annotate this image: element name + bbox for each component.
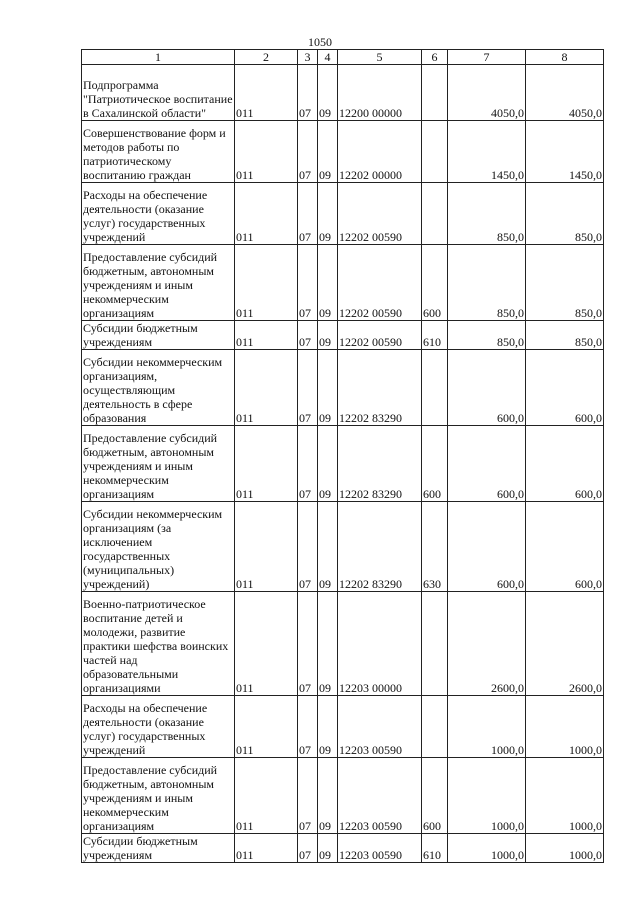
subsection-cell: 09 <box>318 502 338 592</box>
ministry-code-cell: 011 <box>235 592 298 696</box>
target-article-cell: 12203 00590 <box>338 834 422 863</box>
target-article-cell: 12202 00000 <box>338 121 422 183</box>
section-cell: 07 <box>298 758 318 834</box>
table-row <box>82 321 604 350</box>
table-row <box>82 696 604 758</box>
column-header-2: 2 <box>235 50 298 65</box>
amount-year2-cell: 4050,0 <box>526 65 604 121</box>
row-name-cell: Субсидии некоммерческим организациям, осуществляющим деятельность в сфере образования <box>82 350 235 426</box>
column-header-7: 7 <box>448 50 526 65</box>
page-number: 1050 <box>308 35 332 49</box>
subsection-cell: 09 <box>318 321 338 350</box>
row-name-cell: Предоставление субсидий бюджетным, автономным учреждениям и иным некоммерческим организациям <box>82 758 235 834</box>
section-cell: 07 <box>298 592 318 696</box>
row-name-cell: Военно-патриотическое воспитание детей и молодежи, развитие практики шефства воинских частей над образовательными организациями <box>82 592 235 696</box>
expense-type-cell: 610 <box>422 834 448 863</box>
expense-type-cell <box>422 696 448 758</box>
row-name-cell: Совершенствование форм и методов работы по патриотическому воспитанию граждан <box>82 121 235 183</box>
section-cell: 07 <box>298 65 318 121</box>
subsection-cell: 09 <box>318 758 338 834</box>
section-cell: 07 <box>298 502 318 592</box>
ministry-code-cell: 011 <box>235 502 298 592</box>
row-name-cell: Расходы на обеспечение деятельности (оказание услуг) государственных учреждений <box>82 696 235 758</box>
table-row <box>82 426 604 502</box>
amount-year2-cell: 1450,0 <box>526 121 604 183</box>
row-name-cell: Предоставление субсидий бюджетным, автономным учреждениям и иным некоммерческим организациям <box>82 245 235 321</box>
row-name-cell: Предоставление субсидий бюджетным, автономным учреждениям и иным некоммерческим организациям <box>82 426 235 502</box>
amount-year1-cell: 850,0 <box>448 321 526 350</box>
target-article-cell: 12200 00000 <box>338 65 422 121</box>
amount-year2-cell: 600,0 <box>526 350 604 426</box>
target-article-cell: 12202 83290 <box>338 350 422 426</box>
ministry-code-cell: 011 <box>235 321 298 350</box>
section-cell: 07 <box>298 696 318 758</box>
column-header-8: 8 <box>526 50 604 65</box>
column-header-1: 1 <box>82 50 235 65</box>
section-cell: 07 <box>298 834 318 863</box>
column-header-6: 6 <box>422 50 448 65</box>
amount-year1-cell: 1000,0 <box>448 696 526 758</box>
expense-type-cell <box>422 183 448 245</box>
ministry-code-cell: 011 <box>235 350 298 426</box>
ministry-code-cell: 011 <box>235 245 298 321</box>
row-name-cell: Субсидии бюджетным учреждениям <box>82 834 235 863</box>
amount-year1-cell: 850,0 <box>448 245 526 321</box>
target-article-cell: 12203 00590 <box>338 696 422 758</box>
ministry-code-cell: 011 <box>235 121 298 183</box>
table-row <box>82 245 604 321</box>
amount-year2-cell: 1000,0 <box>526 758 604 834</box>
amount-year1-cell: 1000,0 <box>448 758 526 834</box>
subsection-cell: 09 <box>318 834 338 863</box>
ministry-code-cell: 011 <box>235 183 298 245</box>
row-name-cell: Подпрограмма "Патриотическое воспитание в Сахалинской области" <box>82 65 235 121</box>
expense-type-cell <box>422 121 448 183</box>
column-header-5: 5 <box>338 50 422 65</box>
section-cell: 07 <box>298 321 318 350</box>
section-cell: 07 <box>298 121 318 183</box>
expense-type-cell: 600 <box>422 426 448 502</box>
expense-type-cell: 600 <box>422 758 448 834</box>
table-row <box>82 592 604 696</box>
amount-year1-cell: 600,0 <box>448 502 526 592</box>
expense-type-cell: 630 <box>422 502 448 592</box>
subsection-cell: 09 <box>318 592 338 696</box>
amount-year1-cell: 850,0 <box>448 183 526 245</box>
ministry-code-cell: 011 <box>235 834 298 863</box>
ministry-code-cell: 011 <box>235 65 298 121</box>
table-row <box>82 502 604 592</box>
expense-type-cell: 600 <box>422 245 448 321</box>
table-row <box>82 834 604 863</box>
row-name-cell: Субсидии некоммерческим организациям (за исключением государственных (муниципальных) учреждений) <box>82 502 235 592</box>
target-article-cell: 12202 00590 <box>338 183 422 245</box>
expense-type-cell <box>422 65 448 121</box>
column-header-3: 3 <box>298 50 318 65</box>
budget-table <box>81 49 604 863</box>
amount-year2-cell: 850,0 <box>526 321 604 350</box>
amount-year2-cell: 850,0 <box>526 245 604 321</box>
column-header-4: 4 <box>318 50 338 65</box>
amount-year2-cell: 600,0 <box>526 426 604 502</box>
table-row <box>82 350 604 426</box>
expense-type-cell: 610 <box>422 321 448 350</box>
target-article-cell: 12202 00590 <box>338 245 422 321</box>
section-cell: 07 <box>298 350 318 426</box>
subsection-cell: 09 <box>318 696 338 758</box>
target-article-cell: 12203 00590 <box>338 758 422 834</box>
amount-year2-cell: 850,0 <box>526 183 604 245</box>
amount-year2-cell: 2600,0 <box>526 592 604 696</box>
table-row <box>82 183 604 245</box>
target-article-cell: 12202 00590 <box>338 321 422 350</box>
section-cell: 07 <box>298 245 318 321</box>
amount-year1-cell: 600,0 <box>448 426 526 502</box>
subsection-cell: 09 <box>318 426 338 502</box>
table-row <box>82 758 604 834</box>
amount-year1-cell: 2600,0 <box>448 592 526 696</box>
row-name-cell: Расходы на обеспечение деятельности (оказание услуг) государственных учреждений <box>82 183 235 245</box>
header-row <box>82 50 604 65</box>
amount-year2-cell: 1000,0 <box>526 696 604 758</box>
table-body <box>82 65 604 863</box>
table-row <box>82 65 604 121</box>
row-name-cell: Субсидии бюджетным учреждениям <box>82 321 235 350</box>
target-article-cell: 12203 00000 <box>338 592 422 696</box>
ministry-code-cell: 011 <box>235 696 298 758</box>
subsection-cell: 09 <box>318 65 338 121</box>
expense-type-cell <box>422 350 448 426</box>
amount-year1-cell: 4050,0 <box>448 65 526 121</box>
target-article-cell: 12202 83290 <box>338 502 422 592</box>
amount-year2-cell: 600,0 <box>526 502 604 592</box>
amount-year1-cell: 600,0 <box>448 350 526 426</box>
amount-year1-cell: 1000,0 <box>448 834 526 863</box>
section-cell: 07 <box>298 426 318 502</box>
subsection-cell: 09 <box>318 350 338 426</box>
section-cell: 07 <box>298 183 318 245</box>
amount-year2-cell: 1000,0 <box>526 834 604 863</box>
subsection-cell: 09 <box>318 121 338 183</box>
target-article-cell: 12202 83290 <box>338 426 422 502</box>
ministry-code-cell: 011 <box>235 426 298 502</box>
subsection-cell: 09 <box>318 245 338 321</box>
table-row <box>82 121 604 183</box>
expense-type-cell <box>422 592 448 696</box>
amount-year1-cell: 1450,0 <box>448 121 526 183</box>
ministry-code-cell: 011 <box>235 758 298 834</box>
subsection-cell: 09 <box>318 183 338 245</box>
